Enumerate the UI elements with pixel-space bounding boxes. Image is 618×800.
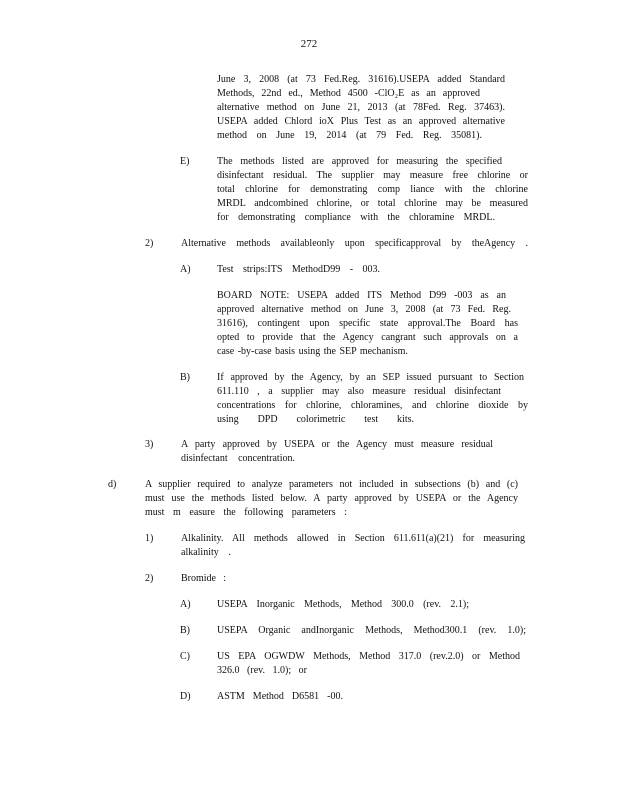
board-note-line-4: opted to provide that the Agency cangrant such approvals on a xyxy=(217,332,518,343)
usepa-dates-line-1: June 3, 2008 (at 73 Fed.Reg. 31616).USEPA added Standard xyxy=(217,74,505,85)
item-2-label: 2) xyxy=(145,238,154,249)
bromide-d-text: ASTM Method D6581 -00. xyxy=(217,691,343,702)
item-3-line-1: A party approved by USEPA or the Agency must measure residual xyxy=(181,439,493,450)
item-d-line-3: must m easure the following parameters : xyxy=(145,507,347,518)
item-d-line-2: must use the methods listed below. A party approved by USEPA or the Agency xyxy=(145,493,518,504)
item-2a-label: A) xyxy=(180,264,191,275)
bromide-d-label: D) xyxy=(180,691,191,702)
bromide-a-text: USEPA Inorganic Methods, Method 300.0 (rev. 2.1); xyxy=(217,599,469,610)
item-d-label: d) xyxy=(108,479,117,490)
bromide-b-label: B) xyxy=(180,625,190,636)
item-d1-line-2: alkalinity . xyxy=(181,547,231,558)
item-e-line-5: for demonstrating compliance with the chloramine MRDL. xyxy=(217,212,495,223)
item-d2-text: Bromide : xyxy=(181,573,226,584)
item-e-line-3: total chlorine for demonstrating comp liance with the chlorine xyxy=(217,184,528,195)
item-d2-label: 2) xyxy=(145,573,154,584)
bromide-c-line-1: US EPA OGWDW Methods, Method 317.0 (rev.2.0) or Method xyxy=(217,651,520,662)
item-2a-text: Test strips:ITS MethodD99 - 003. xyxy=(217,264,380,275)
item-e-line-2: disinfectant residual. The supplier may measure free chlorine or xyxy=(217,170,528,181)
usepa-dates-line-5: method on June 19, 2014 (at 79 Fed. Reg. 35081). xyxy=(217,130,482,141)
usepa-dates-line-2: Methods, 22nd ed., Method 4500 -ClO₂E as an approved xyxy=(217,88,480,99)
item-e-label: E) xyxy=(180,156,190,167)
item-2b-line-4: using DPD colorimetric test kits. xyxy=(217,414,414,425)
item-d-line-1: A supplier required to analyze parameters not included in subsections (b) and (c) xyxy=(145,479,518,490)
board-note-line-3: 31616), contingent upon specific state approval.The Board has xyxy=(217,318,518,329)
item-d1-label: 1) xyxy=(145,533,154,544)
bromide-b-text: USEPA Organic andInorganic Methods, Method300.1 (rev. 1.0); xyxy=(217,625,526,636)
item-2b-line-2: 611.110 , a supplier may also measure residual disinfectant xyxy=(217,386,501,397)
item-e-line-1: The methods listed are approved for measuring the specified xyxy=(217,156,502,167)
item-3-label: 3) xyxy=(145,439,154,450)
board-note-line-1: BOARD NOTE: USEPA added ITS Method D99 -003 as an xyxy=(217,290,506,301)
item-2-text: Alternative methods availableonly upon specificapproval by theAgency . xyxy=(181,238,528,249)
item-2b-line-1: If approved by the Agency, by an SEP issued pursuant to Section xyxy=(217,372,524,383)
bromide-c-line-2: 326.0 (rev. 1.0); or xyxy=(217,665,307,676)
item-2b-label: B) xyxy=(180,372,190,383)
item-3-line-2: disinfectant concentration. xyxy=(181,453,295,464)
board-note-line-5: case -by-case basis using the SEP mechanism. xyxy=(217,346,408,357)
item-d1-line-1: Alkalinity. All methods allowed in Section 611.611(a)(21) for measuring xyxy=(181,533,525,544)
bromide-c-label: C) xyxy=(180,651,190,662)
board-note-line-2: approved alternative method on June 3, 2008 (at 73 Fed. Reg. xyxy=(217,304,511,315)
usepa-dates-line-3: alternative method on June 21, 2013 (at 78Fed. Reg. 37463). xyxy=(217,102,505,113)
usepa-dates-line-4: USEPA added Chlord ioX Plus Test as an approved alternative xyxy=(217,116,505,127)
bromide-a-label: A) xyxy=(180,599,191,610)
item-2b-line-3: concentrations for chlorine, chloramines, and chlorine dioxide by xyxy=(217,400,528,411)
item-e-line-4: MRDL andcombined chlorine, or total chlorine may be measured xyxy=(217,198,528,209)
page-number: 272 xyxy=(300,38,318,50)
